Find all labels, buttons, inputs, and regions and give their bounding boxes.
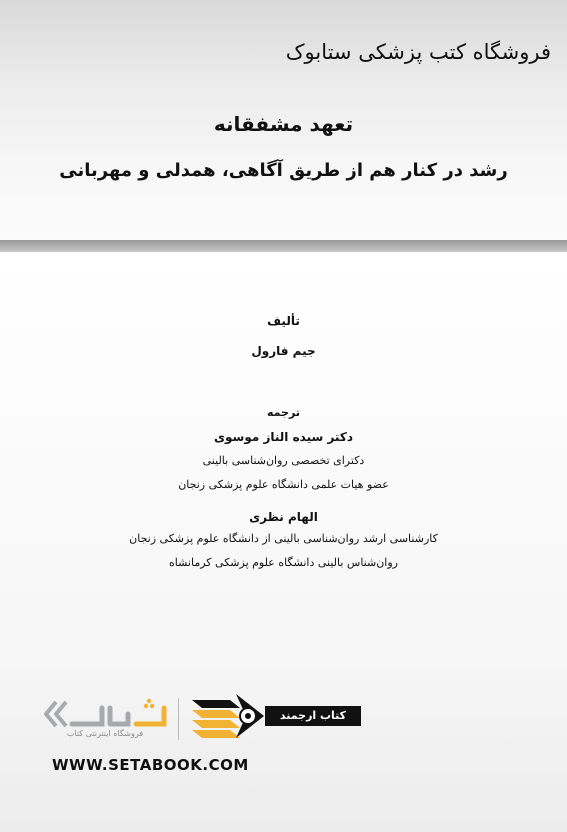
translator1-degree: دکترای تخصصی روان‌شناسی بالینی — [202, 454, 365, 467]
author-heading: تألیف — [267, 314, 300, 328]
book-title: تعهد مشفقانه — [213, 112, 354, 136]
setabook-tagline: فروشگاه اینترنتی کتاب — [66, 729, 144, 738]
book-subtitle: رشد در کنار هم از طریق آگاهی، همدلی و مهربانی — [59, 160, 508, 181]
setabook-wordmark-icon — [72, 699, 164, 724]
translator1-affiliation: عضو هیات علمی دانشگاه علوم پزشکی زنجان — [178, 478, 389, 491]
setabook-chevron-icon — [46, 702, 66, 726]
translator2-affiliation: روان‌شناس بالینی دانشگاه علوم پزشکی کرمانشاه — [169, 556, 398, 569]
author-name: جیم فارول — [251, 344, 316, 358]
header-divider — [0, 240, 567, 252]
book-stack-icon — [186, 690, 266, 742]
publisher-tag: کتاب ارجمند — [265, 706, 361, 726]
shop-name: فروشگاه کتب پزشکی ستابوک — [285, 40, 551, 64]
setabook-logo — [42, 694, 174, 746]
website-url: WWW.SETABOOK.COM — [52, 756, 249, 774]
logo-separator — [178, 698, 179, 740]
translator2-degree: کارشناسی ارشد روان‌شناسی بالینی از دانشگاه علوم پزشکی زنجان — [129, 532, 438, 545]
translator2-name: الهام نظری — [249, 510, 318, 524]
translation-heading: ترجمه — [267, 406, 300, 419]
translator1-name: دکتر سیده الناز موسوی — [214, 430, 353, 444]
